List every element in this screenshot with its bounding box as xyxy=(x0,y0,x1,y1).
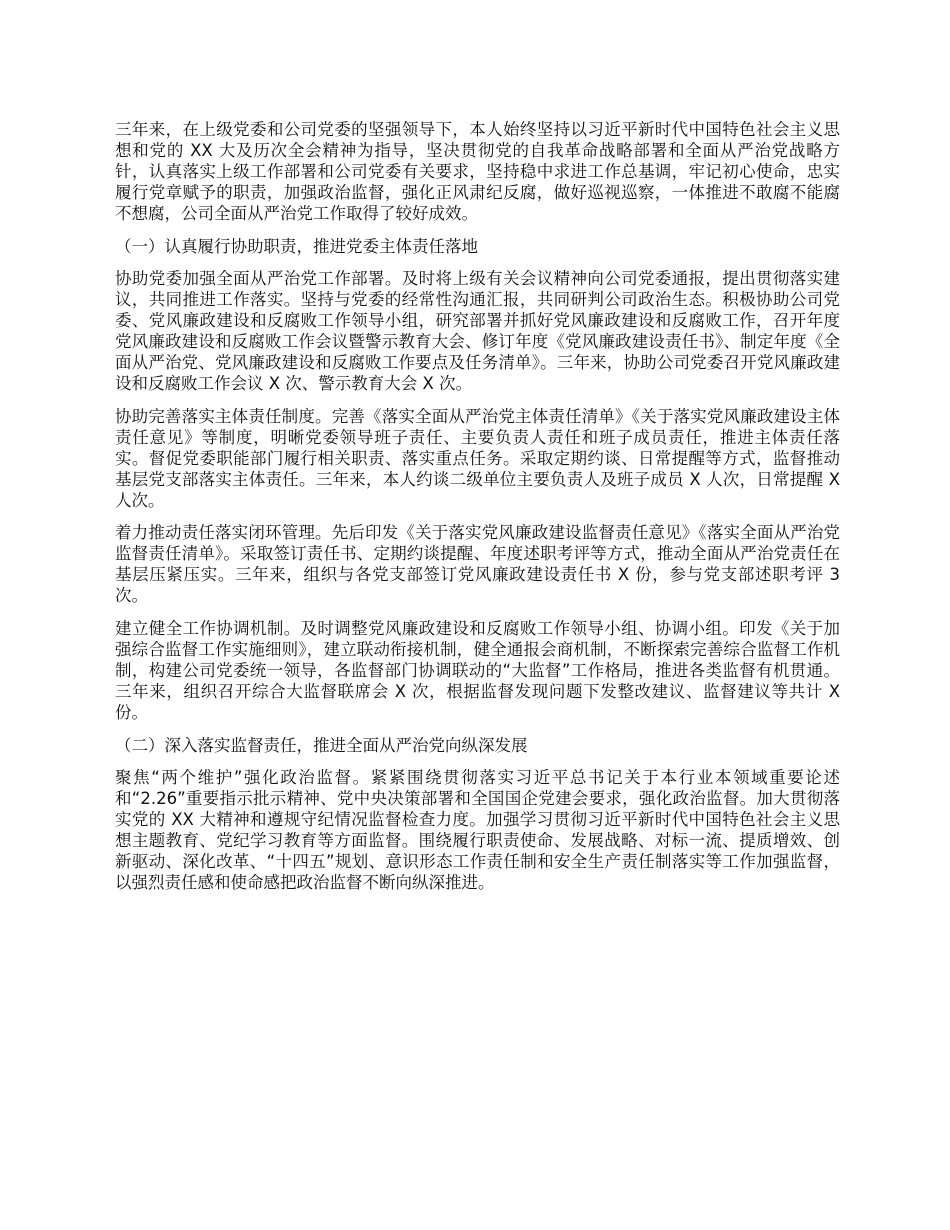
section-heading-2: （二）深入落实监督责任，推进全面从严治党向纵深发展 xyxy=(115,735,528,755)
document-page xyxy=(115,120,840,906)
section1-paragraph-1: 协助党委加强全面从严治党工作部署。及时将上级有关会议精神向公司党委通报，提出贯彻落实建议，共同推进工作落实。坚持与党委的经常性沟通汇报，共同研判公司政治生态。积极协助公司党委、党风廉政建设和反腐败工作领导小组，研究部署并抓好党风廉政建设和反腐败工作，召开年度党风廉政建设和反腐败工作会议暨警示教育大会、修订年度《党风廉政建设责任书》、制定年度《全面从严治党、党风廉政建设和反腐败工作要点及任务清单》。三年来，协助公司党委召开党风廉政建设和反腐败工作会议 X 次、警示教育大会 X 次。 xyxy=(115,269,840,393)
section-heading-1: （一）认真履行协助职责，推进党委主体责任落地 xyxy=(115,236,478,256)
section2-paragraph-1: 聚焦“两个维护”强化政治监督。紧紧围绕贯彻落实习近平总书记关于本行业本领域重要论述和“2.26”重要指示批示精神、党中央决策部署和全国国企党建会要求，强化政治监督。加大贯彻落实党的 XX 大精神和遵规守纪情况监督检查力度。加强学习贯彻习近平新时代中国特色社会主义思想主题教育、党纪学习教育等方面监督。围绕履行职责使命、发展战略、对标一流、提质增效、创新驱动、深化改革、“十四五”规划、意识形态工作责任制和安全生产责任制落实等工作加强监督，以强烈责任感和使命感把政治监督不断向纵深推进。 xyxy=(115,768,840,892)
intro-paragraph: 三年来，在上级党委和公司党委的坚强领导下，本人始终坚持以习近平新时代中国特色社会主义思想和党的 XX 大及历次全会精神为指导，坚决贯彻党的自我革命战略部署和全面从严治党战略方针，认真落实上级工作部署和公司党委有关要求，坚持稳中求进工作总基调，牢记初心使命，忠实履行党章赋予的职责，加强政治监督，强化正风肃纪反腐，做好巡视巡察，一体推进不敢腐不能腐不想腐，公司全面从严治党工作取得了较好成效。 xyxy=(115,120,840,223)
section1-paragraph-4: 建立健全工作协调机制。及时调整党风廉政建设和反腐败工作领导小组、协调小组。印发《关于加强综合监督工作实施细则》，建立联动衔接机制，健全通报会商机制，不断探索完善综合监督工作机制，构建公司党委统一领导，各监督部门协调联动的“大监督”工作格局，推进各类监督有机贯通。三年来，组织召开综合大监督联席会 X 次，根据监督发现问题下发整改建议、监督建议等共计 X 份。 xyxy=(115,619,840,722)
section1-paragraph-3: 着力推动责任落实闭环管理。先后印发《关于落实党风廉政建设监督责任意见》《落实全面从严治党监督责任清单》。采取签订责任书、定期约谈提醒、年度述职考评等方式，推动全面从严治党责任在基层压紧压实。三年来，组织与各党支部签订党风廉政建设责任书 X 份，参与党支部述职考评 3 次。 xyxy=(115,523,840,606)
section1-paragraph-2: 协助完善落实主体责任制度。完善《落实全面从严治党主体责任清单》《关于落实党风廉政建设主体责任意见》等制度，明晰党委领导班子责任、主要负责人责任和班子成员责任，推进主体责任落实。督促党委职能部门履行相关职责、落实重点任务。采取定期约谈、日常提醒等方式，监督推动基层党支部落实主体责任。三年来，本人约谈二级单位主要负责人及班子成员 X 人次，日常提醒 X 人次。 xyxy=(115,406,840,510)
